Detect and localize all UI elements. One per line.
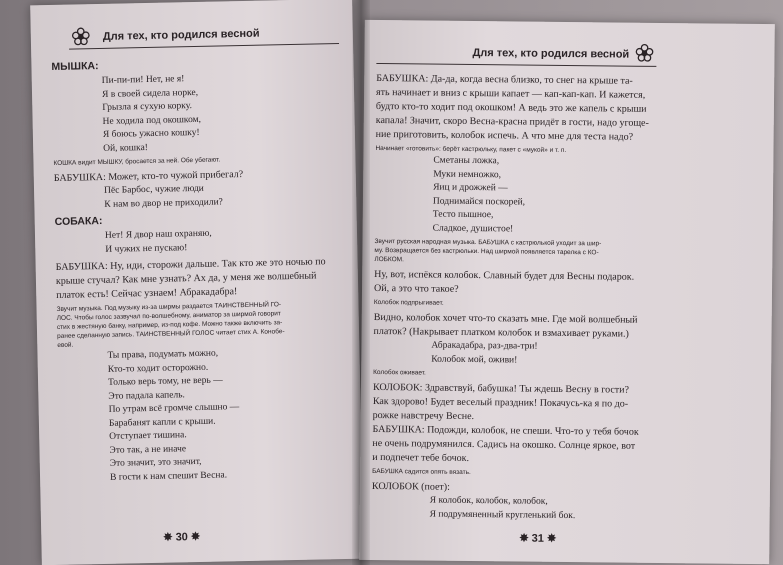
header-rule (376, 63, 656, 67)
page-header: Для тех, кто родился весной (102, 27, 260, 43)
verse-line: Только верь тому, не верь — (107, 375, 223, 388)
stage-direction: ЛОС. Чтобы голос зазвучал по-волшебному, аниматор за ширмой говорит (56, 310, 281, 322)
flower-icon (71, 26, 91, 46)
page-number (519, 532, 556, 545)
verse-line: Ой, кошка! (103, 142, 149, 154)
flower-icon: ✸ (546, 532, 557, 545)
stage-direction: Звучит русская народная музыка. БАБУШКА с кастрюлькой уходит за шир- (374, 237, 602, 248)
verse-line: В гости к нам спешит Весна. (109, 469, 228, 483)
speaker-label: МЫШКА: (51, 60, 99, 73)
stage-direction: Колобок подпрыгивает. (373, 298, 444, 307)
page-number-value: 30 (175, 531, 189, 544)
verse-line: Пёс Барбос, чужие люди (103, 183, 204, 196)
verse-line: И чужих не пускаю! (105, 242, 188, 255)
stage-direction: Звучит музыка. Под музыку из-за ширмы раздается ТАИНСТВЕННЫЙ ГО- (56, 301, 282, 313)
dialogue-line: ние приготовить, колобок испечь. А что мне для теста надо? (375, 128, 634, 143)
page-header: Для тех, кто родился весной (472, 46, 630, 61)
verse-line: Муки немножко, (433, 169, 502, 180)
stage-direction: Начинает «готовить»: берёт кастрюльку, пакет с «мукой» и т. п. (375, 144, 567, 154)
verse-line: Я колобок, колобок, колобок, (429, 495, 548, 507)
verse-line: Это падала капель. (108, 389, 185, 402)
stage-direction: му. Возвращается без кастрюльки. Над ширмой появляется тарелка с КО- (374, 246, 599, 257)
verse-line: Я подрумяненный кругленький бок. (429, 509, 576, 521)
dialogue-line: платок есть! Сейчас узнаем! Абракадабра! (56, 286, 238, 301)
stage-direction: Колобок оживает. (373, 368, 426, 377)
left-page (30, 0, 364, 565)
stage-direction: стих в жестяную банку, например, из-под кофе. Можно также включить за- (56, 319, 283, 331)
right-page (359, 20, 775, 564)
dialogue-line: БАБУШКА: Да-да, когда весна близко, то снег на крыше та- (376, 72, 633, 87)
speaker-label: СОБАКА: (54, 214, 103, 228)
verse-line: Яиц и дрожжей — (433, 182, 508, 194)
verse-line: Отступает тишина. (109, 430, 187, 442)
verse-line: Нет! Я двор наш охраняю, (104, 228, 212, 241)
stage-direction: ранее сделанную запись. ТАИНСТВЕННЫЙ ГОЛОС читает стих А. Конобе- (57, 328, 285, 340)
dialogue-line: и подпечет тебе бочок. (372, 451, 470, 464)
verse-line: Я в своей сидела норке, (101, 87, 199, 100)
dialogue-line: капала! Значит, скоро Весна-красна придёт в гости, надо угоще- (375, 114, 649, 129)
verse-line: Не ходила под окошком, (102, 114, 202, 127)
flower-icon (634, 43, 654, 63)
verse-line: Грызла я сухую корку. (102, 101, 193, 113)
verse-line: Колобок мой, оживи! (431, 354, 518, 365)
page-number-value: 31 (531, 532, 545, 545)
verse-line: Барабанят капли с крыши. (108, 416, 216, 429)
stage-direction: БАБУШКА садится опять вязать. (372, 467, 471, 477)
flower-icon: ✸ (190, 530, 201, 544)
verse-line: Сметаны ложка, (433, 155, 500, 167)
dialogue-line: будто кто-то ходит под окошком! А ведь это же капель с крыши (375, 100, 647, 115)
dialogue-line: крыше стучал? Как мне узнать? Ах да, у меня же волшебный (55, 270, 317, 287)
dialogue-line: БАБУШКА: Ну, иди, сторожи дальше. Так кто же это ночью по (55, 256, 326, 273)
verse-line: Это значит, это значит, (109, 456, 202, 469)
dialogue-line: БАБУШКА: Может, кто-то чужой прибегал? (53, 169, 244, 184)
verse-line: К нам во двор не приходили? (104, 196, 223, 210)
header-rule (69, 43, 339, 50)
dialogue-line: Как здорово! Будет веселый праздник! Покачусь-ка я по до- (372, 395, 629, 410)
dialogue-line: Ну, вот, испёкся колобок. Славный будет для Весны подарок. (374, 268, 635, 283)
dialogue-line: Ой, а это что такое? (373, 282, 459, 295)
dialogue-line: ять начинает и вниз с крыши капает — кап-кап-кап. И кажется, (376, 86, 646, 101)
flower-icon: ✸ (519, 532, 529, 545)
verse-line: По утрам всё громче слышно — (108, 402, 240, 415)
page-number (163, 530, 200, 544)
dialogue-line: платок? (Накрывает платком колобок и взмахивает руками.) (373, 325, 629, 340)
stage-direction: евой. (57, 341, 74, 349)
stage-direction: ЛОБКОМ. (374, 255, 404, 264)
verse-line: Тесто пышное, (432, 209, 494, 221)
stage-direction: КОШКА видит МЫШКУ, бросается за ней. Обе убегают. (53, 156, 221, 167)
dialogue-line: рожке навстречу Весне. (372, 409, 475, 423)
verse-line: Я боюсь ужасно кошку! (102, 127, 200, 140)
dialogue-line: не очень подрумянился. Садись на окошко. Солнце яркое, вот (372, 437, 636, 452)
dialogue-line: КОЛОБОК (поет): (371, 480, 450, 493)
verse-line: Поднимайся поскорей, (432, 196, 526, 208)
dialogue-line: Видно, колобок хочет что-то сказать мне. Где мой волшебный (373, 311, 638, 326)
verse-line: Абракадабра, раз-два-три! (431, 340, 538, 352)
dialogue-line: КОЛОБОК: Здравствуй, бабушка! Ты ждешь Весну в гости? (372, 381, 630, 396)
verse-line: Пи-пи-пи! Нет, не я! (101, 74, 185, 86)
verse-line: Сладкое, душистое! (432, 223, 514, 234)
verse-line: Кто-то ходит осторожно. (107, 362, 209, 375)
flower-icon: ✸ (163, 531, 173, 544)
verse-line: Это так, а не иначе (109, 443, 187, 456)
book-gutter (352, 0, 370, 565)
dialogue-line: БАБУШКА: Подожди, колобок, не спеши. Что-то у тебя бочок (372, 423, 639, 438)
verse-line: Ты права, подумать можно, (107, 348, 219, 361)
